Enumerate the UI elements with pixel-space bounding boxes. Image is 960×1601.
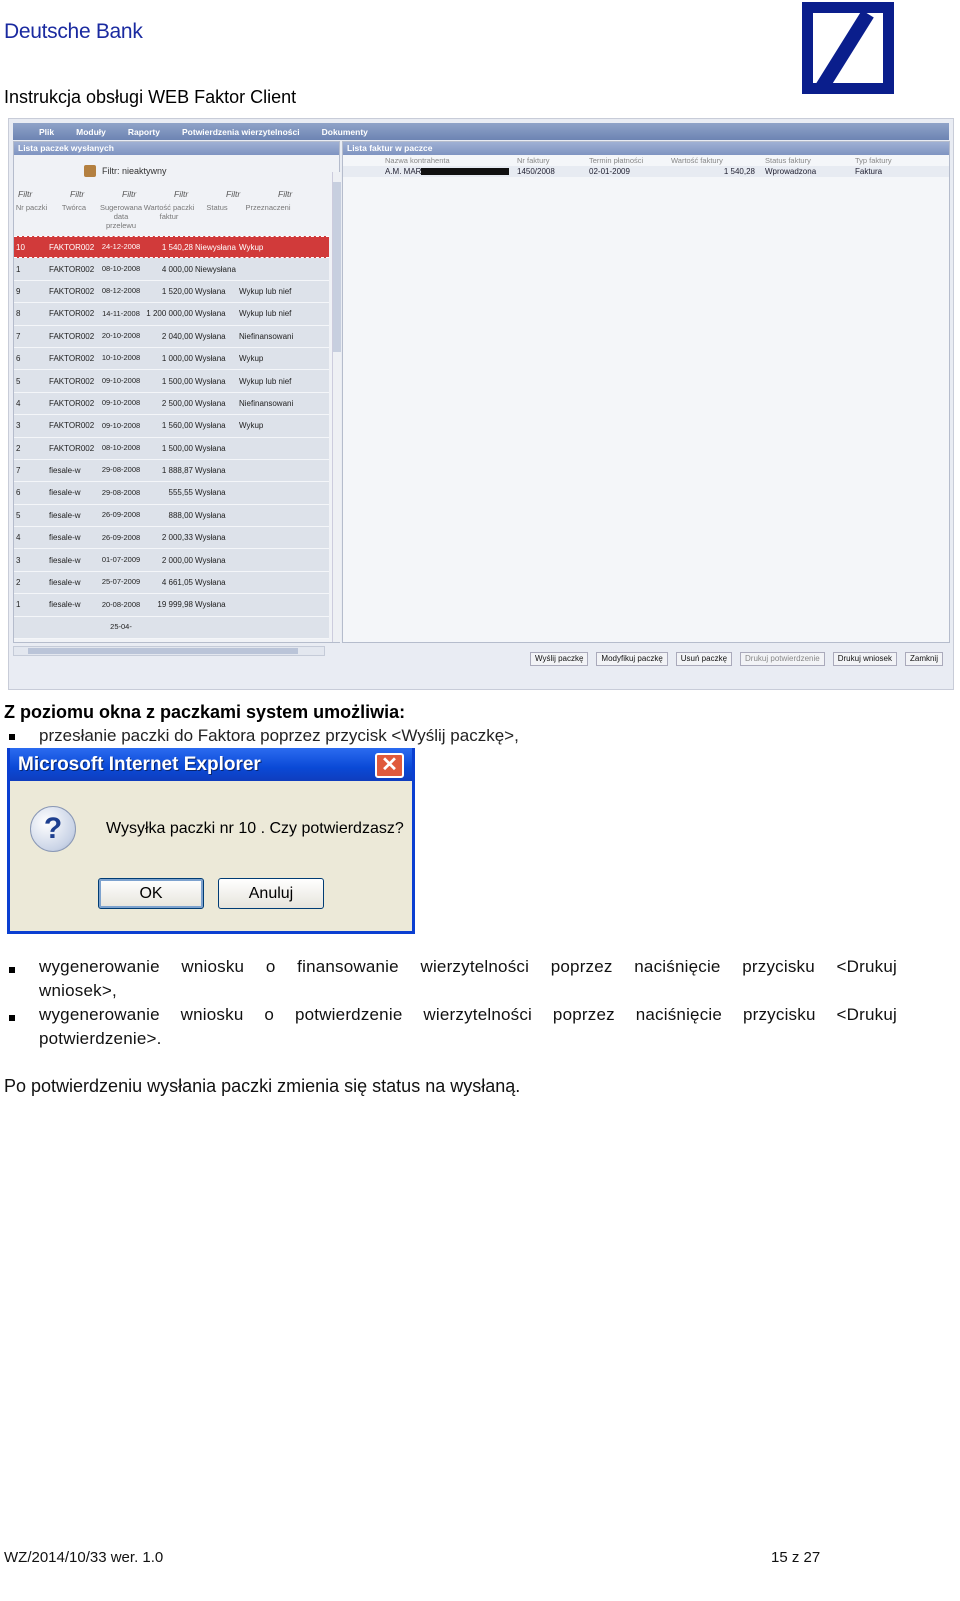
- question-icon: ?: [30, 806, 76, 852]
- table-cell: fiesale-w: [49, 533, 81, 543]
- table-cell: 6: [16, 488, 21, 498]
- table-row[interactable]: [14, 303, 329, 325]
- table-cell: A.M. MAR: [385, 167, 517, 176]
- column-header[interactable]: Nr faktury: [517, 156, 550, 165]
- table-cell: 3: [16, 421, 21, 431]
- filter-link[interactable]: Filtr: [174, 189, 189, 199]
- table-cell: 24-12-2008: [101, 242, 141, 251]
- close-icon[interactable]: ✕: [375, 753, 404, 778]
- print-confirmation-button[interactable]: Drukuj potwierdzenie: [740, 652, 825, 666]
- table-cell: 1 540,28: [723, 167, 755, 176]
- table-row[interactable]: [14, 617, 329, 639]
- table-cell: 2: [16, 578, 21, 588]
- table-cell: 1 560,00: [161, 421, 193, 431]
- table-cell: 4 661,05: [161, 578, 193, 588]
- modify-package-button[interactable]: Modyfikuj paczkę: [596, 652, 667, 666]
- table-cell: Wykup lub nief: [239, 376, 292, 386]
- table-cell: 19 999,98: [157, 600, 193, 610]
- panel-title: Lista paczek wysłanych: [14, 142, 339, 155]
- table-cell: 4 000,00: [161, 264, 193, 274]
- table-cell: FAKTOR002: [49, 421, 95, 431]
- table-cell: Niewysłana: [195, 242, 236, 252]
- menu-bar: [13, 123, 949, 140]
- table-cell: 1450/2008: [517, 167, 555, 176]
- filter-link[interactable]: Filtr: [18, 189, 33, 199]
- table-cell: FAKTOR002: [49, 286, 95, 296]
- table-row[interactable]: [14, 572, 329, 594]
- table-cell: 6: [16, 354, 21, 364]
- confirm-dialog: [7, 748, 415, 934]
- column-header[interactable]: Przeznaczeni: [245, 203, 291, 212]
- column-header[interactable]: Wartość paczki faktur: [143, 203, 195, 221]
- table-cell: 5: [16, 510, 21, 520]
- bullet-icon: [9, 1015, 15, 1021]
- column-header[interactable]: Sugerowana data przelewu: [99, 203, 143, 230]
- table-cell: Wykup: [239, 242, 264, 252]
- table-row[interactable]: [14, 258, 329, 280]
- action-buttons: [13, 647, 949, 687]
- table-cell: 4: [16, 533, 21, 543]
- table-cell: Wysłana: [195, 421, 226, 431]
- table-cell: fiesale-w: [49, 510, 81, 520]
- table-cell: 09-10-2008: [101, 421, 141, 430]
- table-cell: 09-10-2008: [101, 376, 141, 385]
- table-header: [14, 201, 339, 231]
- table-cell: Faktura: [855, 167, 883, 176]
- table-cell: 08-10-2008: [101, 264, 141, 273]
- table-cell: 2 000,00: [161, 555, 193, 565]
- column-header[interactable]: Nr paczki: [15, 203, 48, 212]
- table-cell: Wysłana: [195, 331, 226, 341]
- table-cell: 1: [16, 600, 21, 610]
- filter-label: Filtr: nieaktywny: [102, 166, 167, 176]
- table-cell: fiesale-w: [49, 466, 81, 476]
- table-row[interactable]: [14, 370, 329, 392]
- closing-paragraph: Po potwierdzeniu wysłania paczki zmienia się status na wysłaną.: [4, 1076, 521, 1096]
- app-screenshot: [8, 118, 954, 690]
- cancel-button[interactable]: Anuluj: [218, 878, 324, 909]
- table-cell: 20-08-2008: [101, 600, 141, 609]
- table-cell: Wysłana: [195, 510, 226, 520]
- print-application-button[interactable]: Drukuj wniosek: [833, 652, 897, 666]
- table-cell: 29-08-2008: [101, 466, 141, 475]
- table-cell: Wykup: [239, 421, 264, 431]
- table-cell: 7: [16, 466, 21, 476]
- filter-link[interactable]: Filtr: [278, 189, 293, 199]
- table-cell: 888,00: [168, 510, 193, 520]
- vertical-scrollbar[interactable]: [332, 172, 341, 642]
- send-package-button[interactable]: Wyślij paczkę: [530, 652, 588, 666]
- table-cell: fiesale-w: [49, 578, 81, 588]
- table-cell: 9: [16, 286, 21, 296]
- bullet-item-continuation: wniosek>,: [39, 981, 117, 1000]
- table-cell: Wysłana: [195, 443, 226, 453]
- table-cell: Wysłana: [195, 286, 226, 296]
- table-cell: FAKTOR002: [49, 331, 95, 341]
- table-cell: Wysłana: [195, 354, 226, 364]
- table-cell: 2 040,00: [161, 331, 193, 341]
- bullet-item: przesłanie paczki do Faktora poprzez przycisk <Wyślij paczkę>,: [39, 726, 519, 745]
- dialog-message: Wysyłka paczki nr 10 . Czy potwierdzasz?: [106, 820, 404, 837]
- package-table-body: [14, 236, 329, 641]
- menu-item[interactable]: Moduły: [76, 126, 106, 137]
- document-title: Instrukcja obsługi WEB Faktor Client: [4, 87, 297, 107]
- table-cell: 1 888,87: [161, 466, 193, 476]
- table-cell: 7: [16, 331, 21, 341]
- table-cell: fiesale-w: [49, 555, 81, 565]
- table-cell: 09-10-2008: [101, 399, 141, 408]
- table-cell: 10-10-2008: [101, 354, 141, 363]
- table-cell: 26-09-2008: [101, 533, 141, 542]
- filter-link[interactable]: Filtr: [122, 189, 137, 199]
- table-cell: Wysłana: [195, 600, 226, 610]
- table-row[interactable]: [14, 505, 329, 527]
- table-cell: 25-04-: [110, 623, 132, 632]
- table-row[interactable]: [14, 236, 329, 258]
- table-cell: Wysłana: [195, 309, 226, 319]
- table-cell: FAKTOR002: [49, 242, 95, 252]
- bullet-item-continuation: potwierdzenie>.: [39, 1029, 162, 1048]
- table-cell: Niefinansowani: [239, 331, 294, 341]
- column-header[interactable]: Nazwa kontrahenta: [385, 156, 450, 165]
- table-row[interactable]: [14, 460, 329, 482]
- table-cell: 1 000,00: [161, 354, 193, 364]
- menu-item[interactable]: Raporty: [127, 126, 160, 137]
- table-cell: Wprowadzona: [765, 167, 817, 176]
- table-cell: 25-07-2009: [101, 578, 141, 587]
- column-header[interactable]: Termin płatności: [589, 156, 644, 165]
- table-cell: 555,55: [168, 488, 193, 498]
- table-cell: Wysłana: [195, 533, 226, 543]
- panel-title: Lista faktur w paczce: [343, 142, 949, 155]
- invoice-list-panel: [342, 141, 950, 643]
- table-cell: 5: [16, 376, 21, 386]
- table-cell: 4: [16, 398, 21, 408]
- table-cell: FAKTOR002: [49, 354, 95, 364]
- table-cell: Wykup: [239, 354, 264, 364]
- table-cell: FAKTOR002: [49, 398, 95, 408]
- table-row[interactable]: [14, 326, 329, 348]
- table-cell: Wysłana: [195, 398, 226, 408]
- table-cell: fiesale-w: [49, 488, 81, 498]
- ok-button[interactable]: OK: [98, 878, 204, 909]
- menu-item[interactable]: Potwierdzenia wierzytelności: [182, 126, 300, 137]
- table-cell: 1 540,28: [161, 242, 193, 252]
- brand-name: Deutsche Bank: [4, 20, 143, 43]
- table-cell: 02-01-2009: [589, 167, 630, 176]
- filter-link[interactable]: Filtr: [70, 189, 85, 199]
- bullet-item: wygenerowanie wniosku o potwierdzenie wierzytelności poprzez naciśnięcie przycisku <Drukuj: [39, 1005, 897, 1024]
- table-row[interactable]: [14, 415, 329, 437]
- section-heading: Z poziomu okna z paczkami system umożliwia:: [4, 702, 406, 722]
- column-header[interactable]: Typ faktury: [855, 156, 892, 165]
- table-cell: 29-08-2008: [101, 488, 141, 497]
- filter-links: [14, 187, 339, 201]
- table-cell: FAKTOR002: [49, 443, 95, 453]
- column-header[interactable]: Wartość faktury: [671, 156, 723, 165]
- table-cell: Wysłana: [195, 376, 226, 386]
- dialog-title: Microsoft Internet Explorer: [10, 748, 412, 781]
- menu-item[interactable]: Dokumenty: [321, 126, 368, 137]
- package-list-panel: [13, 141, 340, 643]
- table-cell: 2 000,33: [161, 533, 193, 543]
- table-cell: 01-07-2009: [101, 555, 141, 564]
- filter-status: [14, 155, 339, 187]
- bullet-icon: [9, 734, 15, 740]
- table-cell: Wysłana: [195, 578, 226, 588]
- table-row[interactable]: [14, 594, 329, 616]
- table-cell: 2: [16, 443, 21, 453]
- table-cell: Wysłana: [195, 466, 226, 476]
- table-row[interactable]: [343, 166, 949, 177]
- table-cell: 08-12-2008: [101, 287, 141, 296]
- table-cell: FAKTOR002: [49, 309, 95, 319]
- table-cell: 10: [16, 242, 25, 252]
- table-cell: FAKTOR002: [49, 264, 95, 274]
- table-cell: FAKTOR002: [49, 376, 95, 386]
- column-header[interactable]: Twórca: [61, 203, 87, 212]
- table-cell: 20-10-2008: [101, 332, 141, 340]
- table-row[interactable]: [14, 549, 329, 571]
- table-cell: Niewysłana: [195, 264, 236, 274]
- deutsche-bank-logo: [802, 2, 894, 94]
- table-row[interactable]: [14, 527, 329, 549]
- table-row[interactable]: [14, 438, 329, 460]
- table-row[interactable]: [14, 348, 329, 370]
- bullet-icon: [9, 967, 15, 973]
- table-cell: fiesale-w: [49, 600, 81, 610]
- bullet-item: wygenerowanie wniosku o finansowanie wierzytelności poprzez naciśnięcie przycisku <Drukuj: [39, 957, 897, 976]
- table-cell: 2 500,00: [161, 398, 193, 408]
- redaction-mark: [421, 168, 509, 175]
- table-row[interactable]: [14, 393, 329, 415]
- table-row[interactable]: [14, 281, 329, 303]
- table-cell: 14-11-2008: [102, 309, 140, 318]
- column-header[interactable]: Status faktury: [765, 156, 811, 165]
- filter-icon[interactable]: [84, 165, 96, 177]
- close-button[interactable]: Zamknij: [905, 652, 943, 666]
- table-cell: Wysłana: [195, 555, 226, 565]
- table-cell: Wykup lub nief: [239, 309, 292, 319]
- table-cell: 3: [16, 555, 21, 565]
- table-cell: Wykup lub nief: [239, 286, 292, 296]
- delete-package-button[interactable]: Usuń paczkę: [676, 652, 732, 666]
- column-header[interactable]: Status: [206, 203, 228, 212]
- table-cell: Wysłana: [195, 488, 226, 498]
- table-cell: Niefinansowani: [239, 398, 294, 408]
- menu-item[interactable]: Plik: [39, 126, 55, 137]
- table-cell: 1: [16, 264, 21, 274]
- table-cell: 08-10-2008: [101, 443, 141, 452]
- table-cell: 1 520,00: [161, 286, 193, 296]
- filter-link[interactable]: Filtr: [226, 189, 241, 199]
- page-number: 15 z 27: [771, 1549, 821, 1566]
- document-id: WZ/2014/10/33 wer. 1.0: [4, 1549, 164, 1566]
- table-cell: 1 500,00: [161, 376, 193, 386]
- table-header: [343, 155, 949, 166]
- table-cell: 8: [16, 309, 21, 319]
- table-cell: 26-09-2008: [101, 511, 141, 520]
- table-row[interactable]: [14, 482, 329, 504]
- table-cell: 1 200 000,00: [146, 309, 193, 319]
- table-cell: 1 500,00: [161, 443, 193, 453]
